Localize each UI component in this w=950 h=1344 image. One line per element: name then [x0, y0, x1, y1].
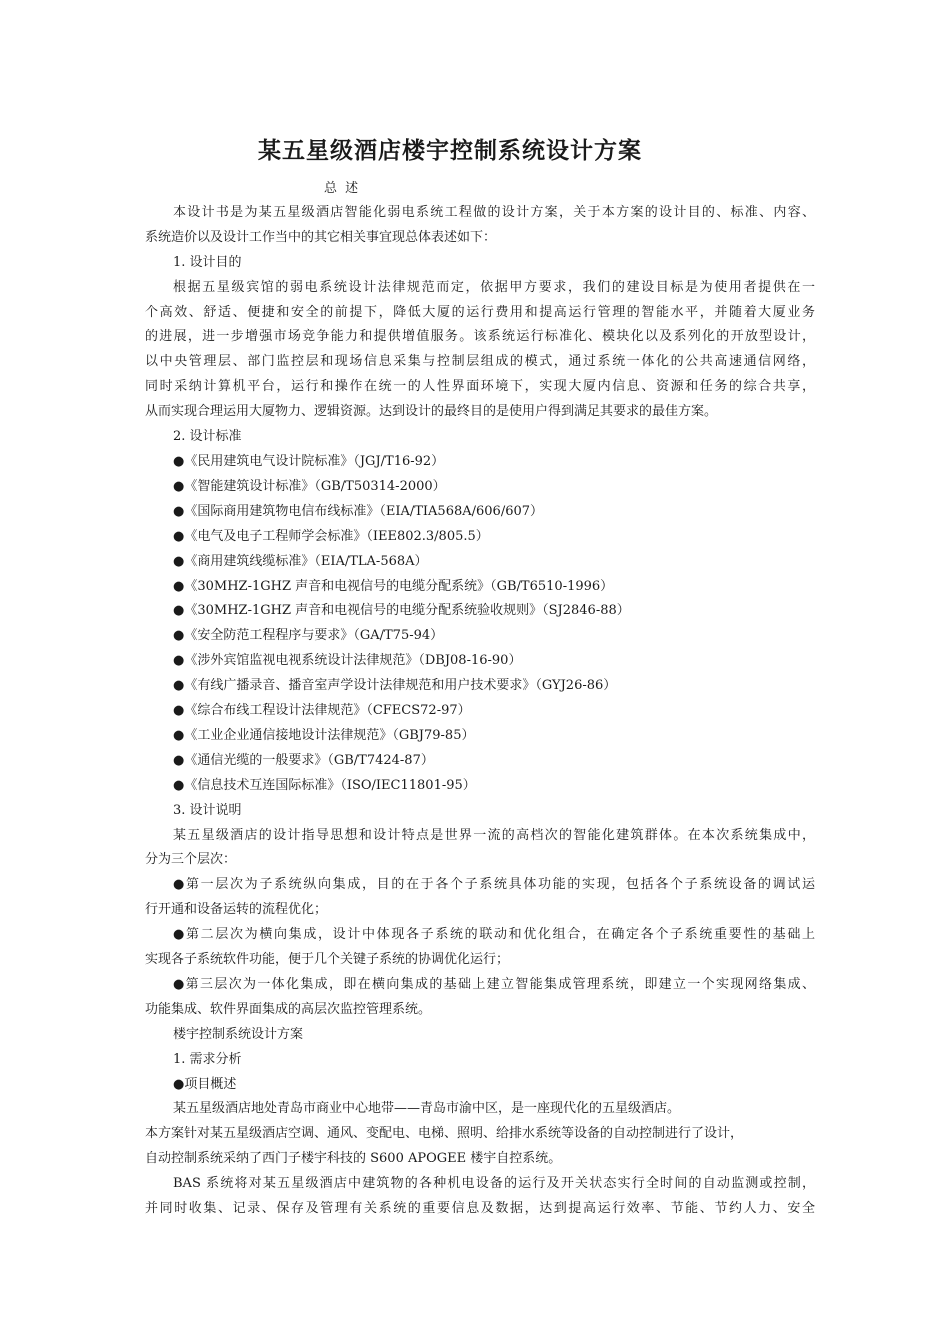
body-text-line: 楼宇控制系统设计方案 — [173, 1027, 304, 1042]
body-text-line: 1. 需求分析 — [173, 1052, 242, 1067]
body-text-line: 1. 设计目的 — [173, 255, 242, 270]
body-text-line: 个高效、舒适、便捷和安全的前提下，降低大厦的运行费用和提高运行管理的智能水平，并随着大厦业务 — [145, 305, 815, 320]
body-text-line: ●《有线广播录音、播音室声学设计法律规范和用户技术要求》（GYJ26-86） — [173, 678, 617, 693]
document-title: 某五星级酒店楼宇控制系统设计方案 — [258, 138, 642, 164]
body-text-line: ●《电气及电子工程师学会标准》（IEE802.3/805.5） — [173, 529, 489, 544]
body-text-line: 根据五星级宾馆的弱电系统设计法律规范而定，依据甲方要求，我们的建设目标是为使用者提供在一 — [173, 280, 815, 295]
body-text-line: BAS 系统将对某五星级酒店中建筑物的各种机电设备的运行及开关状态实行全时间的自动监测或控制， — [173, 1176, 815, 1191]
body-text-line: 某五星级酒店地处青岛市商业中心地带——青岛市渝中区，是一座现代化的五星级酒店。 — [173, 1101, 681, 1116]
body-text-line: ●《通信光缆的一般要求》（GB/T7424-87） — [173, 753, 434, 768]
body-text-line: 自动控制系统采纳了西门子楼宇科技的 S600 APOGEE 楼宇自控系统。 — [145, 1151, 562, 1166]
body-text-line: 同时采纳计算机平台，运行和操作在统一的人性界面环境下，实现大厦内信息、资源和任务的综合共享， — [145, 379, 815, 394]
body-text-line: ●项目概述 — [173, 1077, 237, 1092]
body-text-line: 分为三个层次： — [145, 852, 237, 867]
body-text-line: ●《民用建筑电气设计院标准》（JGJ/T16-92） — [173, 454, 445, 469]
body-text-line: 系统造价以及设计工作当中的其它相关事宜现总体表述如下： — [145, 230, 497, 245]
body-text-line: 本设计书是为某五星级酒店智能化弱电系统工程做的设计方案，关于本方案的设计目的、标准、内容、 — [173, 205, 815, 220]
body-text-line: 2. 设计标准 — [173, 429, 242, 444]
body-text-line: ●第三层次为一体化集成，即在横向集成的基础上建立智能集成管理系统，即建立一个实现网络集成、 — [173, 977, 815, 992]
body-text-line: ●《工业企业通信接地设计法律规范》（GBJ79-85） — [173, 728, 475, 743]
body-text-line: 从而实现合理运用大厦物力、逻辑资源。达到设计的最终目的是使用户得到满足其要求的最佳方案。 — [145, 404, 718, 419]
body-text-line: 以中央管理层、部门监控层和现场信息采集与控制层组成的模式，通过系统一体化的公共高速通信网络， — [145, 354, 815, 369]
body-text-line: ●《安全防范工程程序与要求》（GA/T75-94） — [173, 628, 444, 643]
body-text-line: ●《商用建筑线缆标准》（EIA/TLA-568A） — [173, 554, 428, 569]
section-heading-overview: 总 述 — [324, 181, 361, 196]
body-text-line: ●《30MHZ-1GHZ 声音和电视信号的电缆分配系统》（GB/T6510-1996） — [173, 579, 614, 594]
body-text-line: ●《综合布线工程设计法律规范》（CFECS72-97） — [173, 703, 471, 718]
body-text-line: 功能集成、软件界面集成的高层次监控管理系统。 — [145, 1002, 432, 1017]
body-text-line: 实现各子系统软件功能，便于几个关键子系统的协调优化运行； — [145, 952, 510, 967]
body-text-line: ●《30MHZ-1GHZ 声音和电视信号的电缆分配系统验收规则》（SJ2846-88） — [173, 603, 630, 618]
body-text-line: 3. 设计说明 — [173, 803, 242, 818]
body-text-line: 某五星级酒店的设计指导思想和设计特点是世界一流的高档次的智能化建筑群体。在本次系统集成中， — [173, 828, 815, 843]
body-text-line: ●《国际商用建筑物电信布线标准》（EIA/TIA568A/606/607） — [173, 504, 544, 519]
body-text-line: 本方案针对某五星级酒店空调、通风、变配电、电梯、照明、给排水系统等设备的自动控制进行了设计， — [145, 1126, 744, 1141]
body-text-line: ●《智能建筑设计标准》（GB/T50314-2000） — [173, 479, 446, 494]
body-text-line: ●《涉外宾馆监视电视系统设计法律规范》（DBJ08-16-90） — [173, 653, 522, 668]
body-text-line: 并同时收集、记录、保存及管理有关系统的重要信息及数据，达到提高运行效率、节能、节约人力、安全 — [145, 1201, 815, 1216]
body-text-line: ●第二层次为横向集成，设计中体现各子系统的联动和优化组合，在确定各个子系统重要性的基础上 — [173, 927, 815, 942]
body-text-line: ●《信息技术互连国际标准》（ISO/IEC11801-95） — [173, 778, 476, 793]
body-text-line: 的进展，进一步增强市场竞争能力和提供增值服务。该系统运行标准化、模块化以及系列化的开放型设计， — [145, 329, 815, 344]
body-text-line: ●第一层次为子系统纵向集成，目的在于各个子系统具体功能的实现，包括各个子系统设备的调试运 — [173, 877, 815, 892]
body-text-line: 行开通和设备运转的流程优化； — [145, 902, 328, 917]
